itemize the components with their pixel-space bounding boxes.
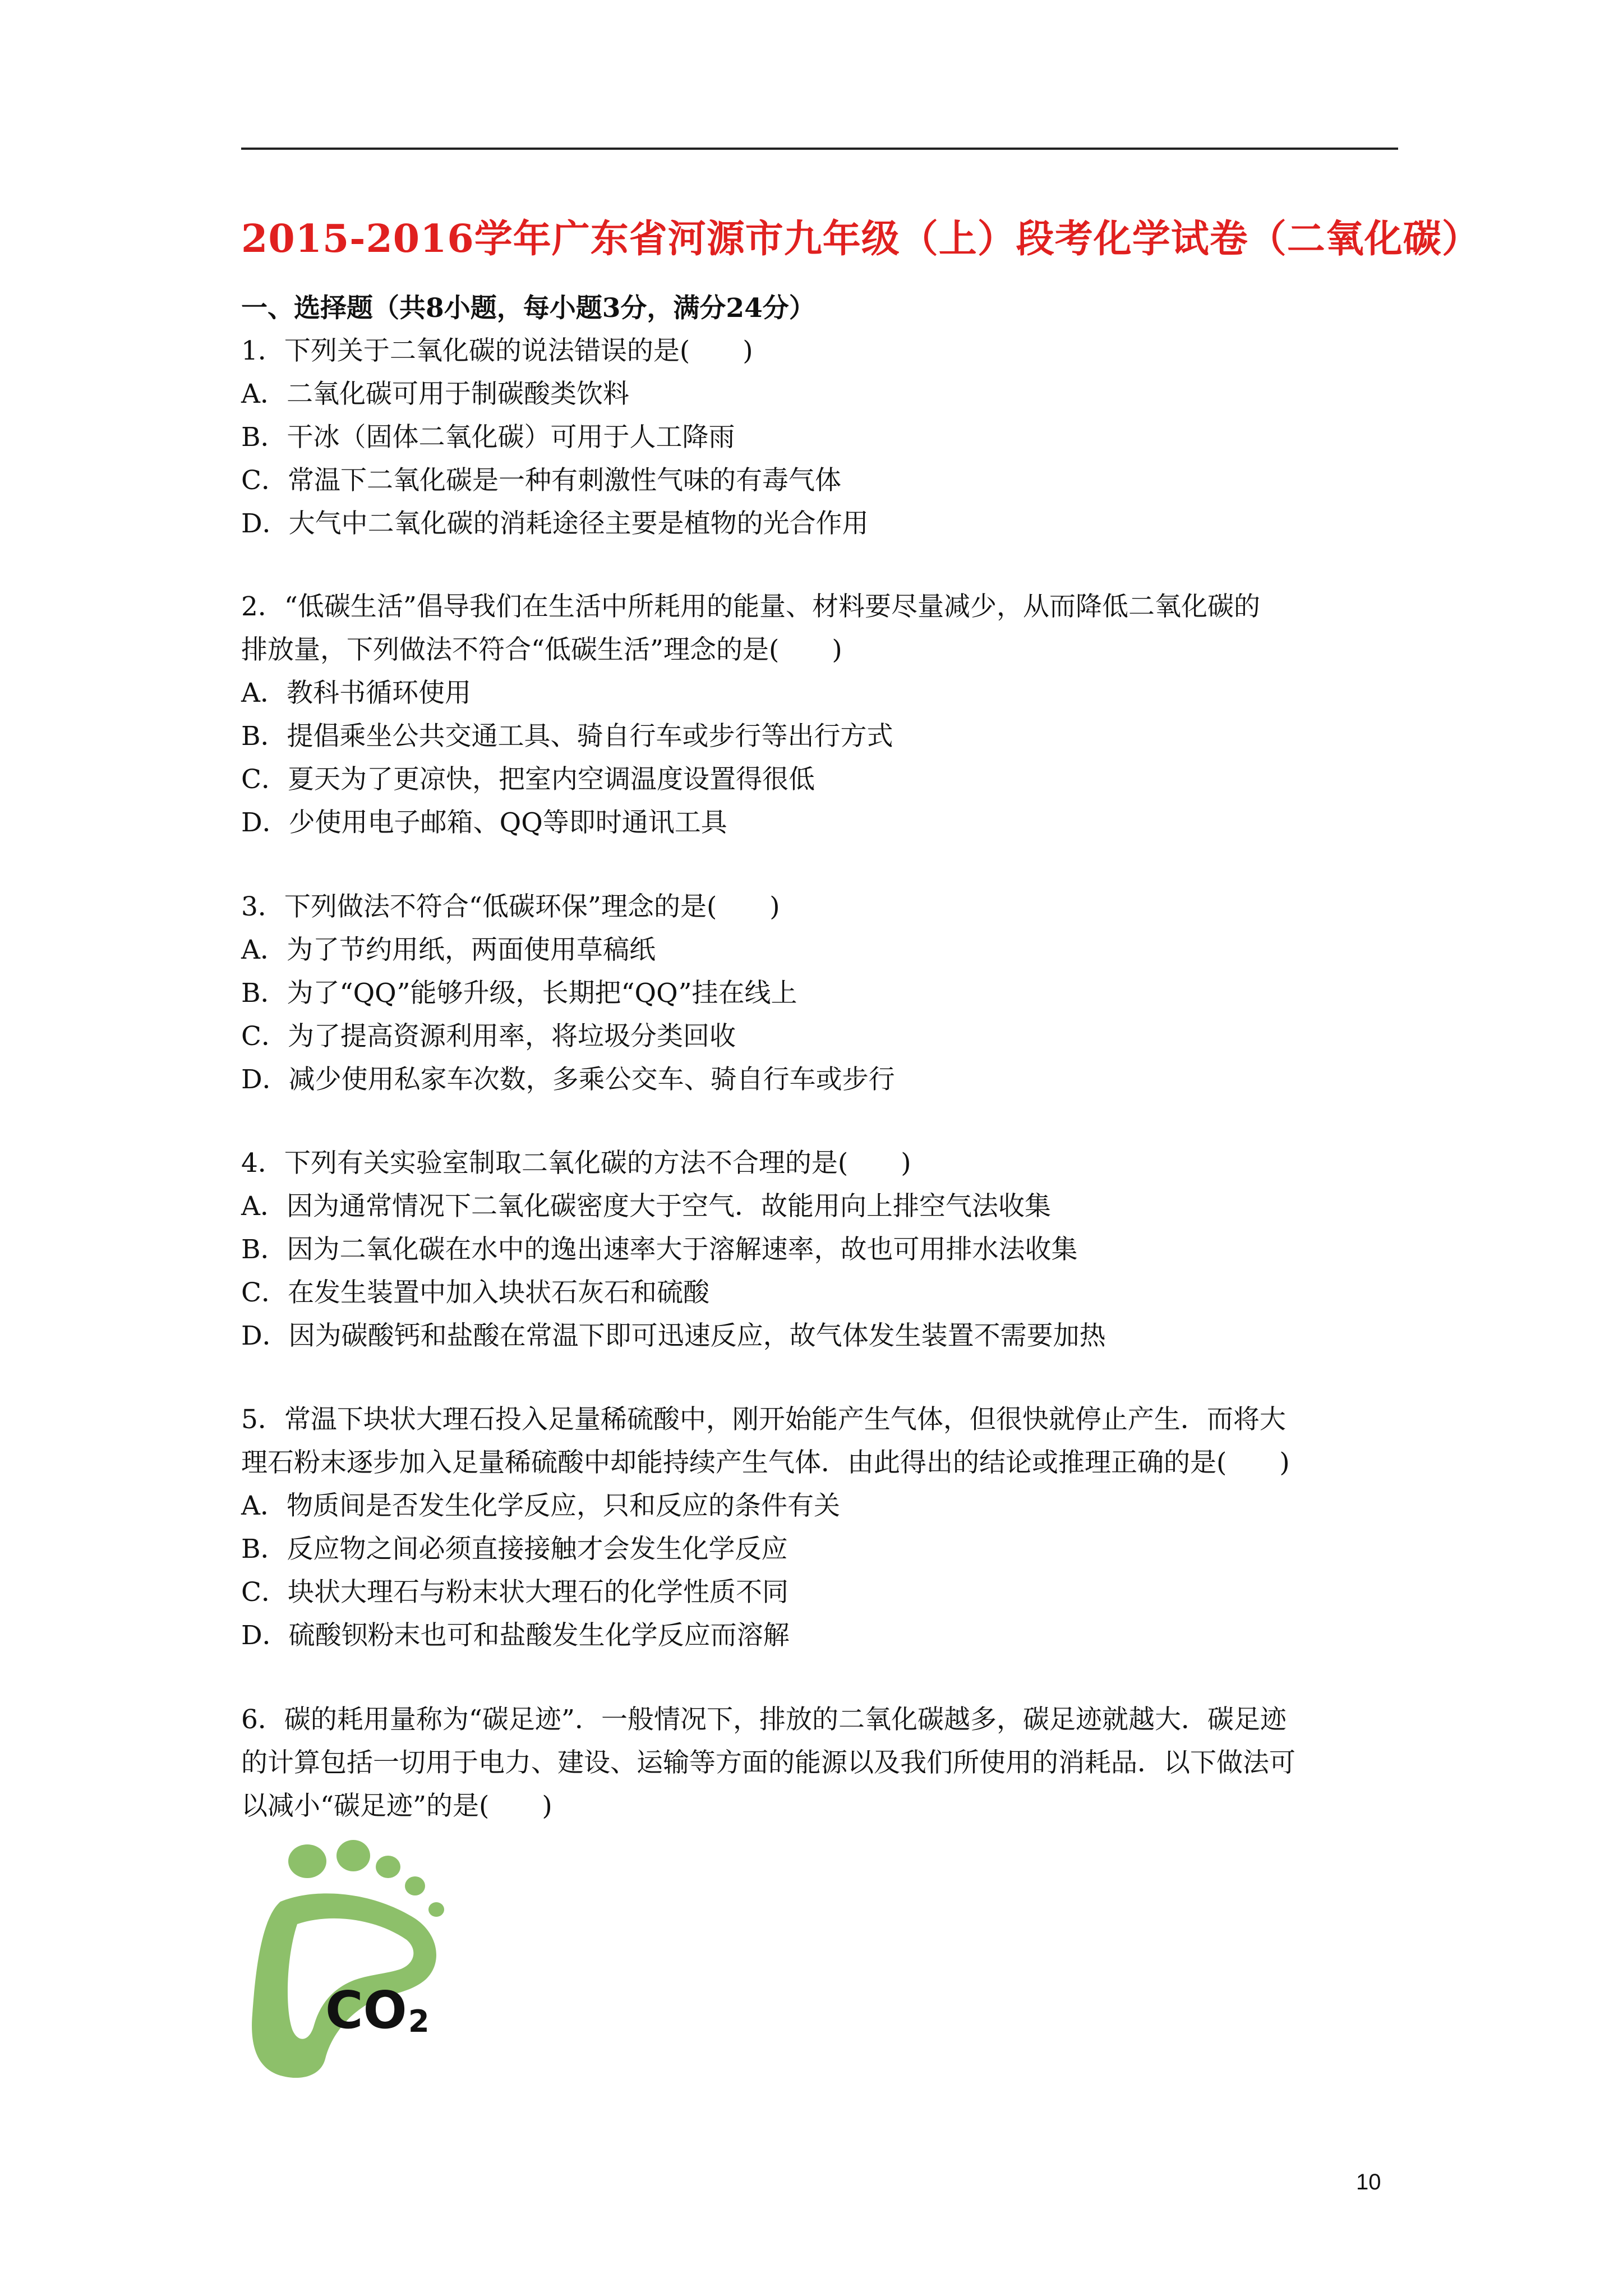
option-a: A．因为通常情况下二氧化碳密度大于空气．故能用向上排空气法收集 [241,1191,1051,1222]
co2-subscript: 2 [408,2004,430,2039]
option-c: C．块状大理石与粉末状大理石的化学性质不同 [241,1577,789,1608]
page-number: 10 [1356,2170,1381,2194]
option-d: D．因为碳酸钙和盐酸在常温下即可迅速反应，故气体发生装置不需要加热 [241,1320,1106,1351]
carbon-footprint-icon [247,1834,482,2081]
option-b: B．干冰（固体二氧化碳）可用于人工降雨 [241,422,735,453]
page-title: 2015-2016学年广东省河源市九年级（上）段考化学试卷（二氧化碳） [241,217,1481,261]
option-a: A．物质间是否发生化学反应，只和反应的条件有关 [241,1490,840,1521]
question-stem: 的计算包括一切用于电力、建设、运输等方面的能源以及我们所使用的消耗品．以下做法可 [241,1747,1295,1778]
question-stem: 理石粉末逐步加入足量稀硫酸中却能持续产生气体．由此得出的结论或推理正确的是( ) [241,1447,1290,1478]
option-a: A．教科书循环使用 [241,678,471,708]
question-stem: 以减小“碳足迹”的是( ) [241,1791,552,1821]
option-b: B．提倡乘坐公共交通工具、骑自行车或步行等出行方式 [241,721,893,752]
question-stem: 3．下列做法不符合“低碳环保”理念的是( ) [241,891,780,922]
question-stem: 5．常温下块状大理石投入足量稀硫酸中，刚开始能产生气体，但很快就停止产生．而将大 [241,1404,1286,1435]
question-stem: 排放量，下列做法不符合“低碳生活”理念的是( ) [241,634,842,665]
header-rule [241,148,1398,150]
question-stem: 6．碳的耗用量称为“碳足迹”．一般情况下，排放的二氧化碳越多，碳足迹就越大．碳足迹 [241,1704,1287,1735]
option-c: C．为了提高资源利用率，将垃圾分类回收 [241,1021,736,1052]
option-a: A．二氧化碳可用于制碳酸类饮料 [241,379,629,409]
option-a: A．为了节约用纸，两面使用草稿纸 [241,935,656,965]
question-3 [241,885,1408,1101]
option-c: C．在发生装置中加入块状石灰石和硫酸 [241,1277,709,1308]
option-b: B．因为二氧化碳在水中的逸出速率大于溶解速率，故也可用排水法收集 [241,1234,1078,1265]
option-b: B．为了“QQ”能够升级，长期把“QQ”挂在线上 [241,978,797,1009]
option-c: C．常温下二氧化碳是一种有刺激性气味的有毒气体 [241,465,841,496]
option-d: D．少使用电子邮箱、QQ等即时通讯工具 [241,807,727,838]
question-2 [241,585,1408,844]
question-6 [241,1698,1408,1828]
question-5 [241,1398,1408,1657]
option-d: D．硫酸钡粉末也可和盐酸发生化学反应而溶解 [241,1620,790,1651]
option-d: D．减少使用私家车次数，多乘公交车、骑自行车或步行 [241,1064,895,1095]
question-stem: 2．“低碳生活”倡导我们在生活中所耗用的能量、材料要尽量减少，从而降低二氧化碳的 [241,591,1260,622]
option-d: D．大气中二氧化碳的消耗途径主要是植物的光合作用 [241,508,869,539]
question-stem: 4．下列有关实验室制取二氧化碳的方法不合理的是( ) [241,1148,911,1179]
question-1 [241,329,1408,545]
option-b: B．反应物之间必须直接接触才会发生化学反应 [241,1534,788,1565]
co2-text: CO [325,1980,407,2040]
section-heading: 一、选择题（共8小题，每小题3分，满分24分） [241,293,815,324]
option-c: C．夏天为了更凉快，把室内空调温度设置得很低 [241,764,815,795]
question-stem: 1．下列关于二氧化碳的说法错误的是( ) [241,335,753,366]
carbon-footprint-graphic [247,1834,482,2081]
question-4 [241,1142,1408,1358]
